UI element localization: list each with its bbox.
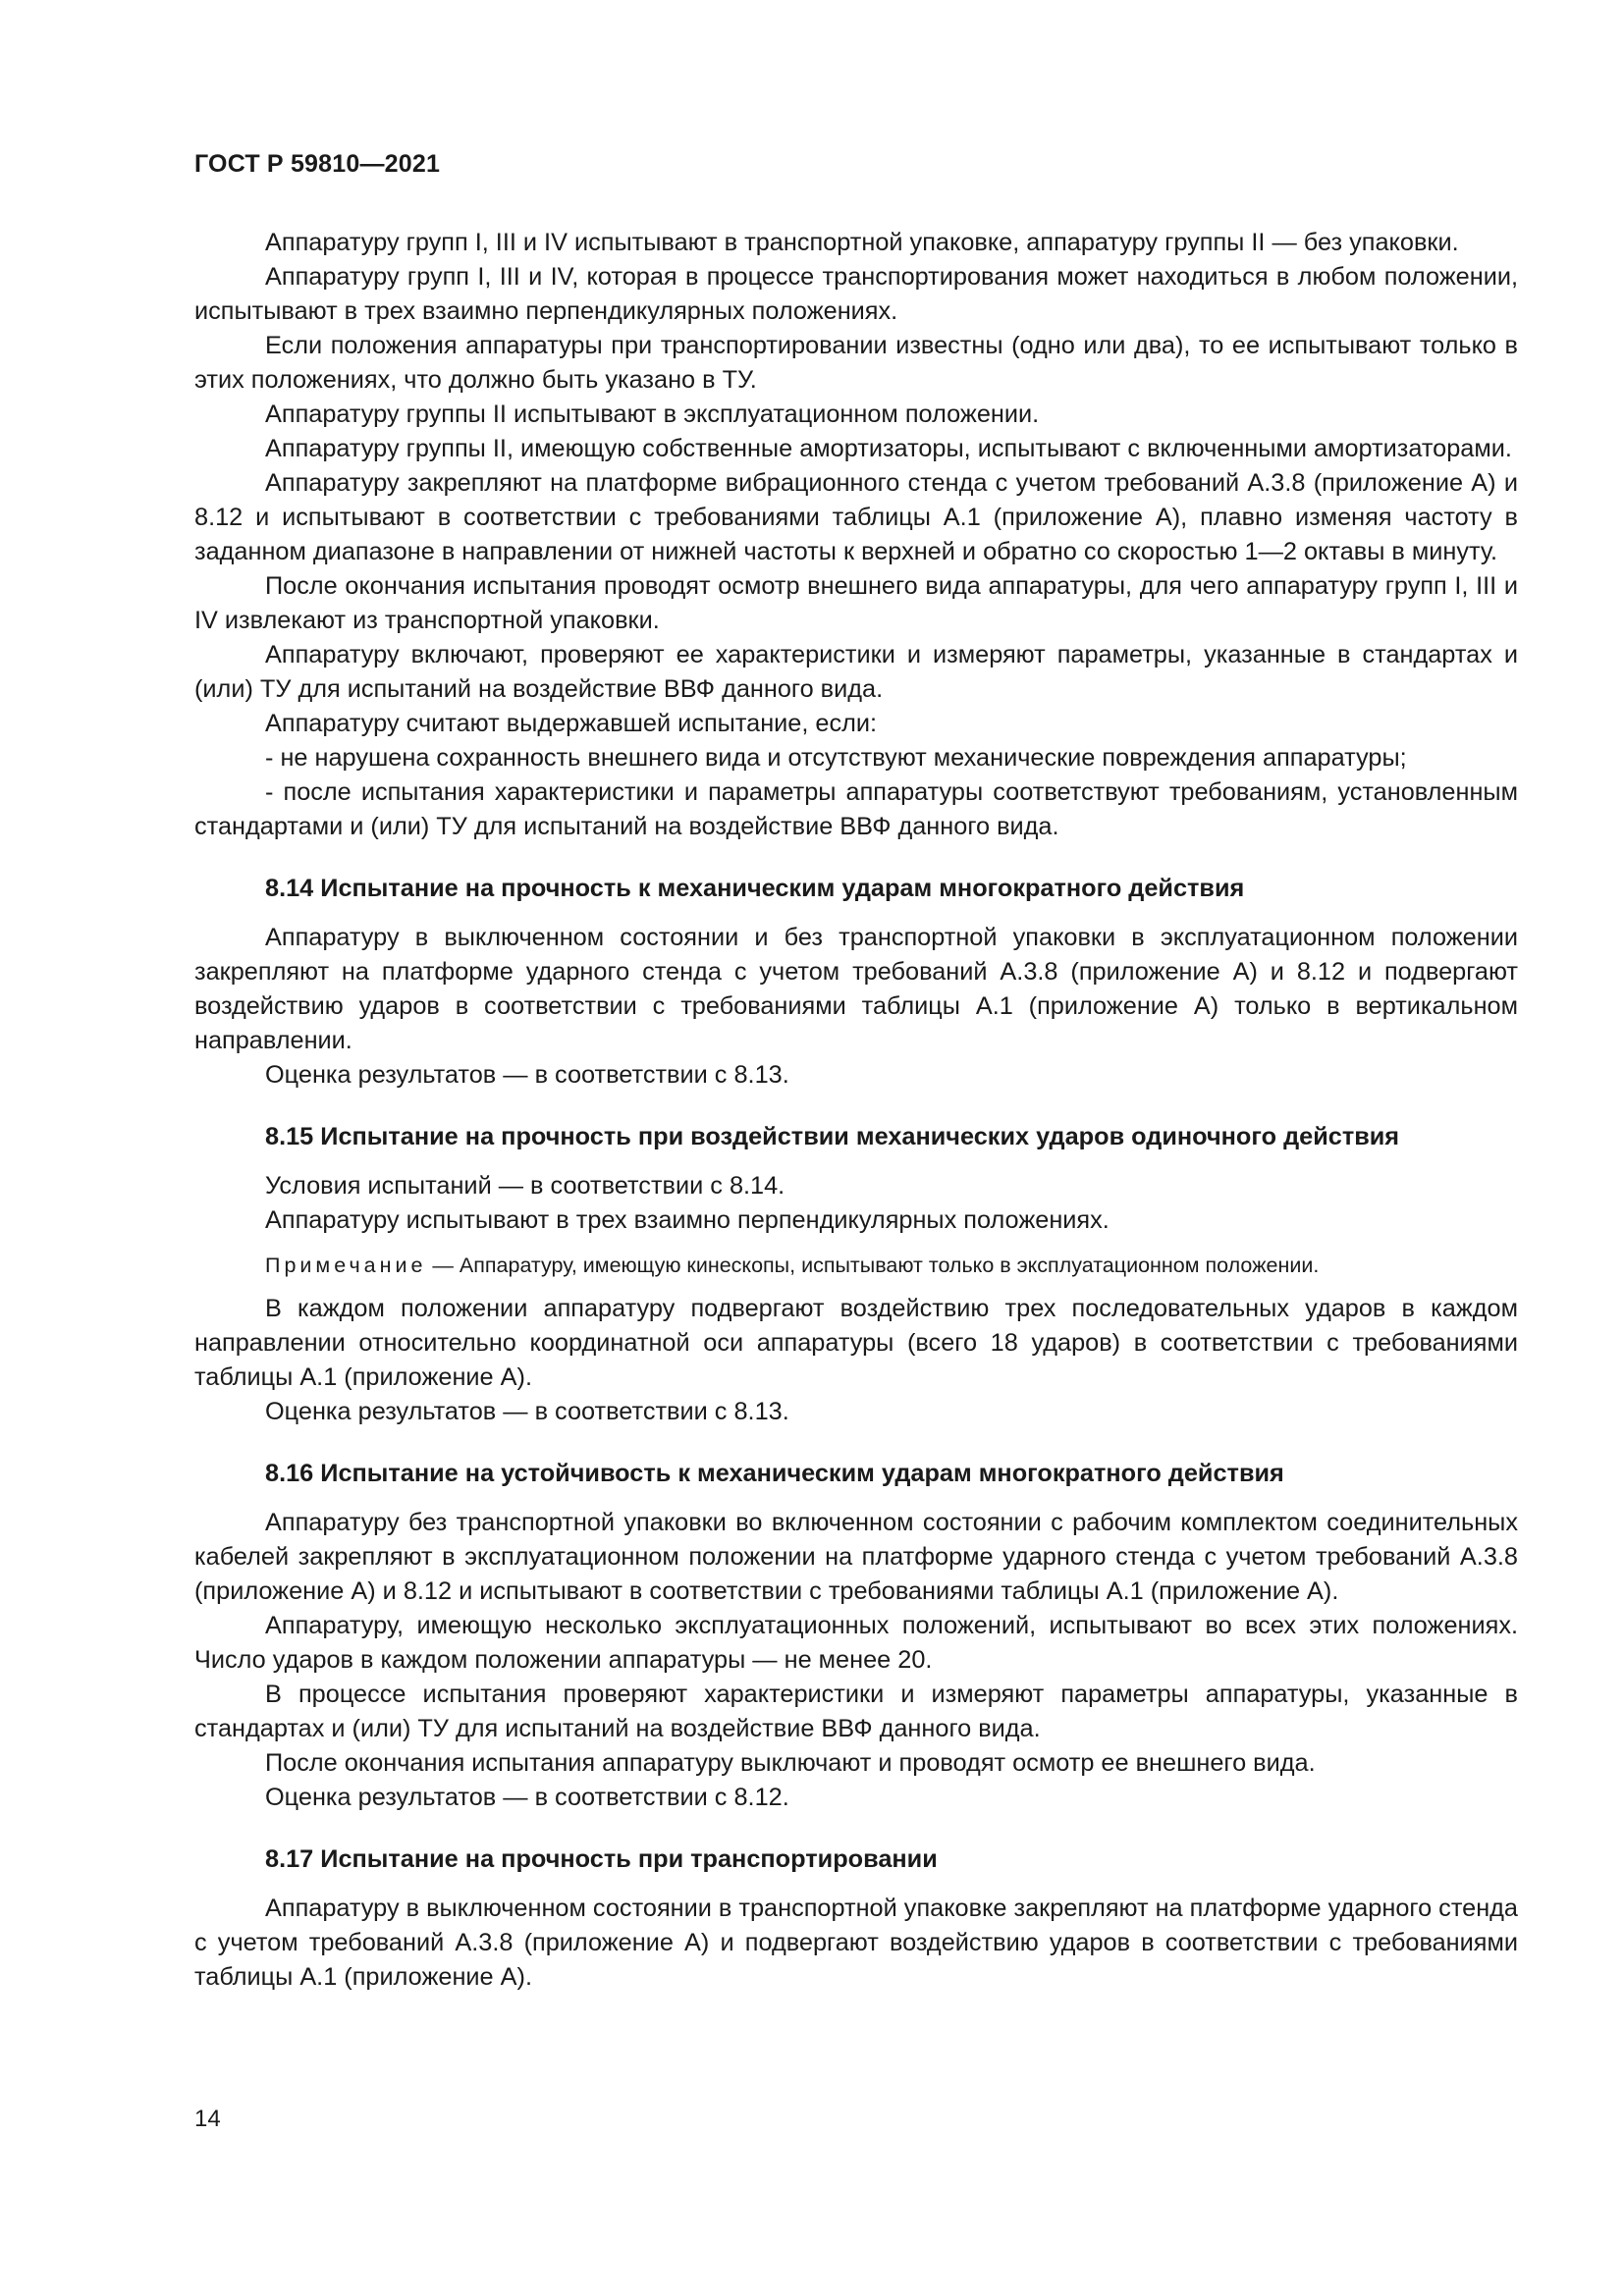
note [194, 1250, 1518, 1281]
paragraph: Аппаратуру испытывают в трех взаимно перпендикулярных положениях. [265, 1206, 1110, 1234]
paragraph: Условия испытаний — в соответствии с 8.14. [265, 1172, 785, 1200]
paragraph: Аппаратуру группы II, имеющую собственные амортизаторы, испытывают с включенными амортизаторами. [265, 435, 1512, 462]
note-label: Примечание [265, 1254, 427, 1277]
paragraph: В процессе испытания проверяют характеристики и измеряют параметры аппаратуры, указанные в стандартах и (или) ТУ для испытаний на воздействие ВВФ данного вида. [194, 1681, 1518, 1742]
section-heading-8-15: 8.15 Испытание на прочность при воздействии механических ударов одиночного действия [265, 1123, 1400, 1150]
note-text: — Аппаратуру, имеющую кинескопы, испытывают только в эксплуатационном положении. [426, 1254, 1320, 1277]
paragraph: Аппаратуру закрепляют на платформе вибрационного стенда с учетом требований А.3.8 (приложение А) и 8.12 и испытывают в соответствии с требованиями таблицы А.1 (приложение А), плавно изменяя частоту в заданном диапазоне в направлении от нижней частоты к верхней и обратно со скоростью 1—2 октавы в минуту. [194, 469, 1518, 565]
section-heading-8-16: 8.16 Испытание на устойчивость к механическим ударам многократного действия [265, 1460, 1284, 1487]
paragraph: Аппаратуру групп I, III и IV, которая в процессе транспортирования может находиться в любом положении, испытывают в трех взаимно перпендикулярных положениях. [194, 263, 1518, 325]
document-body [194, 226, 1518, 1995]
paragraph: Оценка результатов — в соответствии с 8.13. [265, 1061, 789, 1089]
section-heading-8-14: 8.14 Испытание на прочность к механическим ударам многократного действия [265, 875, 1245, 902]
paragraph: Аппаратуру в выключенном состоянии в транспортной упаковке закрепляют на платформе ударного стенда с учетом требований А.3.8 (приложение А) и подвергают воздействию ударов в соответствии с требованиями таблицы А.1 (приложение А). [194, 1895, 1518, 1991]
paragraph: После окончания испытания проводят осмотр внешнего вида аппаратуры, для чего аппаратуру групп I, III и IV извлекают из транспортной упаковки. [194, 572, 1518, 634]
page-number: 14 [194, 2106, 221, 2132]
paragraph: Аппаратуру считают выдержавшей испытание, если: [265, 710, 878, 737]
paragraph: Оценка результатов — в соответствии с 8.13. [265, 1398, 789, 1425]
paragraph: Оценка результатов — в соответствии с 8.12. [265, 1784, 789, 1811]
list-item: - после испытания характеристики и параметры аппаратуры соответствуют требованиям, установленным стандартами и (или) ТУ для испытаний на воздействие ВВФ данного вида. [194, 778, 1518, 840]
list-item: - не нарушена сохранность внешнего вида и отсутствуют механические повреждения аппаратуры; [265, 744, 1407, 772]
paragraph: Аппаратуру группы II испытывают в эксплуатационном положении. [265, 400, 1040, 428]
document-code-header: ГОСТ Р 59810—2021 [194, 150, 441, 178]
paragraph: Аппаратуру включают, проверяют ее характеристики и измеряют параметры, указанные в стандартах и (или) ТУ для испытаний на воздействие ВВФ данного вида. [194, 641, 1518, 703]
paragraph: В каждом положении аппаратуру подвергают воздействию трех последовательных ударов в каждом направлении относительно координатной оси аппаратуры (всего 18 ударов) в соответствии с требованиями таблицы А.1 (приложение А). [194, 1295, 1518, 1391]
paragraph: Аппаратуру, имеющую несколько эксплуатационных положений, испытывают во всех этих положениях. Число ударов в каждом положении аппаратуры — не менее 20. [194, 1612, 1518, 1674]
paragraph: Если положения аппаратуры при транспортировании известны (одно или два), то ее испытывают только в этих положениях, что должно быть указано в ТУ. [194, 332, 1518, 394]
paragraph: Аппаратуру без транспортной упаковки во включенном состоянии с рабочим комплектом соединительных кабелей закрепляют в эксплуатационном положении на платформе ударного стенда с учетом требований А.3.8 (приложение А) и 8.12 и испытывают в соответствии с требованиями таблицы А.1 (приложение А). [194, 1509, 1518, 1605]
paragraph: Аппаратуру в выключенном состоянии и без транспортной упаковки в эксплуатационном положении закрепляют на платформе ударного стенда с учетом требований А.3.8 (приложение А) и 8.12 и подвергают воздействию ударов в соответствии с требованиями таблицы А.1 (приложение А) только в вертикальном направлении. [194, 924, 1518, 1054]
paragraph: Аппаратуру групп I, III и IV испытывают в транспортной упаковке, аппаратуру группы II — без упаковки. [265, 229, 1459, 256]
paragraph: После окончания испытания аппаратуру выключают и проводят осмотр ее внешнего вида. [265, 1749, 1316, 1777]
section-heading-8-17: 8.17 Испытание на прочность при транспортировании [265, 1845, 938, 1873]
